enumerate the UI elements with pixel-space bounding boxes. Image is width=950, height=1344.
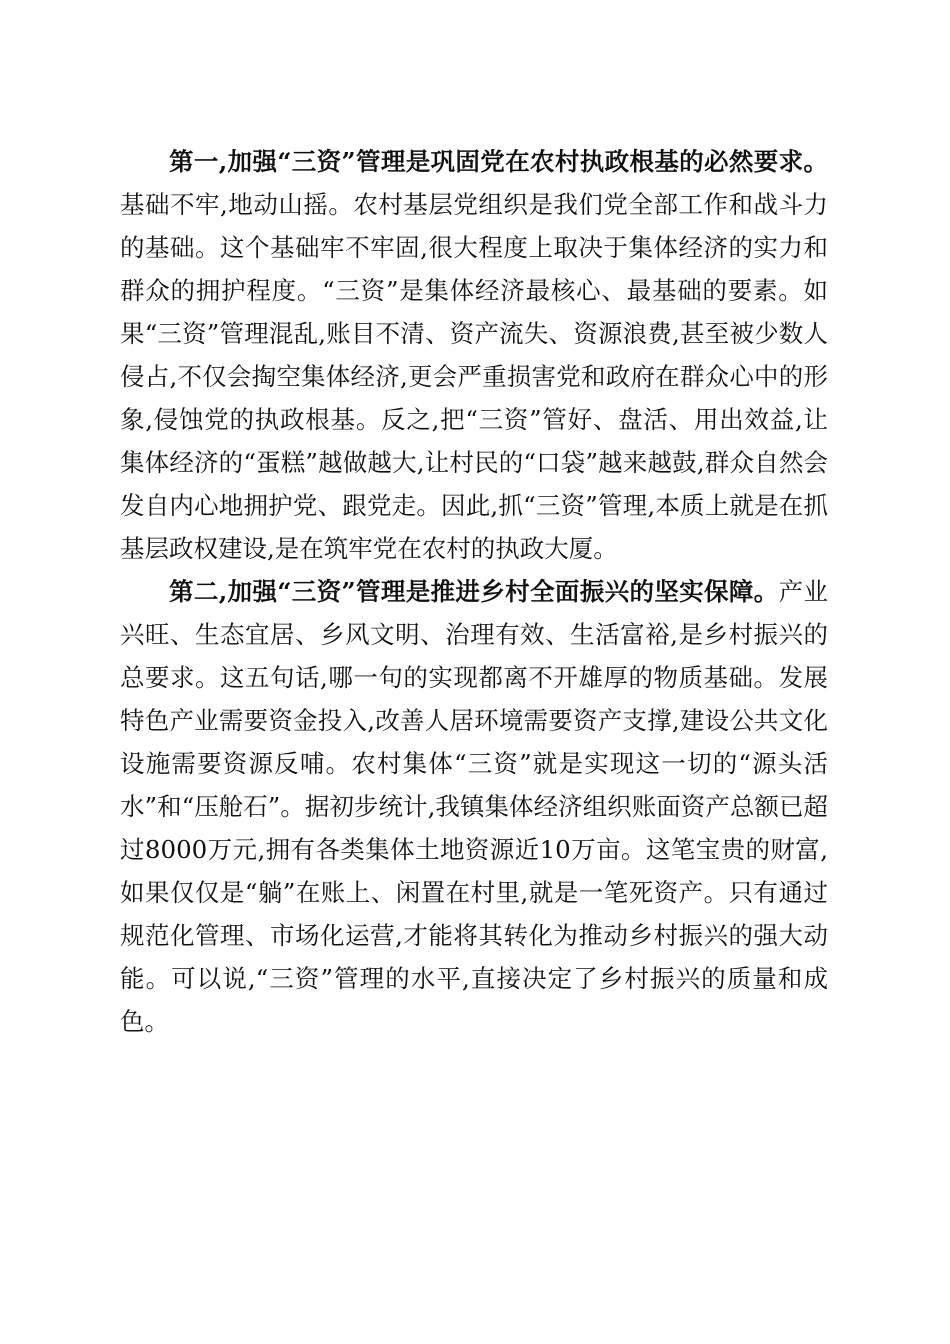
paragraph-2 [120,570,828,1043]
paragraph-1-heading: 第一,加强“三资”管理是巩固党在农村执政根基的必然要求。 [169,147,828,176]
document-body [120,140,828,1043]
paragraph-2-heading: 第二,加强“三资”管理是推进乡村全面振兴的坚实保障。 [169,577,779,606]
paragraph-2-text: 产业兴旺、生态宜居、乡风文明、治理有效、生活富裕,是乡村振兴的总要求。这五句话,哪一句的实现都离不开雄厚的物质基础。发展特色产业需要资金投入,改善人居环境需要资产支撑,建设公共文化设施需要资源反哺。农村集体“三资”就是实现这一切的“源头活水”和“压舱石”。据初步统计,我镇集体经济组织账面资产总额已超过8000万元,拥有各类集体土地资源近10万亩。这笔宝贵的财富,如果仅仅是“躺”在账上、闲置在村里,就是一笔死资产。只有通过规范化管理、市场化运营,才能将其转化为推动乡村振兴的强大动能。可以说,“三资”管理的水平,直接决定了乡村振兴的质量和成色。 [120,577,829,1036]
paragraph-1-text: 基础不牢,地动山摇。农村基层党组织是我们党全部工作和战斗力的基础。这个基础牢不牢固,很大程度上取决于集体经济的实力和群众的拥护程度。“三资”是集体经济最核心、最基础的要素。如果“三资”管理混乱,账目不清、资产流失、资源浪费,甚至被少数人侵占,不仅会掏空集体经济,更会严重损害党和政府在群众心中的形象,侵蚀党的执政根基。反之,把“三资”管好、盘活、用出效益,让集体经济的“蛋糕”越做越大,让村民的“口袋”越来越鼓,群众自然会发自内心地拥护党、跟党走。因此,抓“三资”管理,本质上就是在抓基层政权建设,是在筑牢党在农村的执政大厦。 [120,190,828,563]
paragraph-1 [120,140,828,570]
